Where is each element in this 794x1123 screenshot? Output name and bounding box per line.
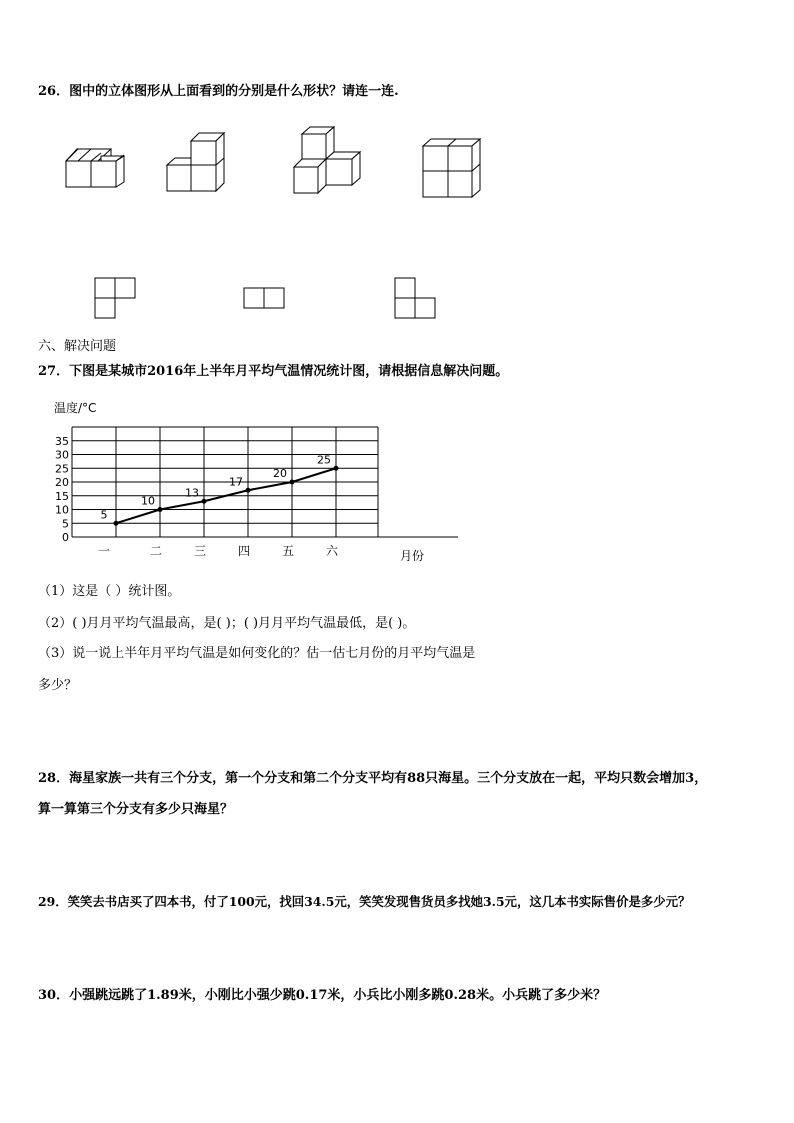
chart-x-tick-label: 一: [97, 544, 111, 558]
chart-y-ticks: [55, 435, 69, 544]
chart-x-tick-label: 三: [193, 544, 207, 558]
question-28-line-2: 算一算第三个分支有多少只海星？: [38, 802, 234, 817]
question-27-sub-2: （2）( )月月平均气温最高，是( )；( )月月平均气温最低，是( )。: [38, 616, 416, 631]
chart-data-label: 20: [273, 467, 287, 480]
chart-x-axis-label: 月份: [400, 549, 425, 563]
chart-data-point: [246, 488, 251, 493]
chart-data-label: 25: [317, 453, 331, 467]
chart-data-label: 5: [100, 508, 108, 522]
chart-data-point: [290, 480, 295, 485]
question-30-text: 30．小强跳远跳了1.89米，小刚比小强少跳0.17米，小兵比小刚多跳0.28米。小兵跳了多少米？: [38, 988, 607, 1003]
question-28-line-1: 28．海星家族一共有三个分支，第一个分支和第二个分支平均有88只海星。三个分支放在一起，平均只数会增加3，: [38, 771, 708, 786]
section-heading: 六、解决问题: [38, 339, 117, 354]
chart-grid: [72, 427, 458, 537]
chart-y-tick-label: 15: [55, 489, 69, 503]
chart-y-tick-label: 0: [62, 531, 69, 544]
question-27-sub-3-line-2: 多少？: [38, 678, 78, 693]
question-27-text: 27．下图是某城市2016年上半年月平均气温情况统计图，请根据信息解决问题。: [38, 364, 509, 379]
chart-x-tick-label: 六: [325, 544, 339, 558]
question-27-sub-1: （1）这是（ ）统计图。: [38, 584, 181, 599]
chart-y-tick-label: 35: [55, 434, 69, 448]
question-26-text: 26．图中的立体图形从上面看到的分别是什么形状？请连一连.: [38, 84, 399, 99]
chart-y-tick-label: 25: [55, 462, 69, 476]
chart-x-tick-label: 四: [237, 544, 251, 558]
chart-y-tick-label: 10: [55, 503, 69, 517]
chart-x-ticks: [98, 544, 339, 558]
chart-x-tick-label: 二: [149, 544, 163, 558]
chart-data-label: 10: [141, 494, 155, 508]
chart-data-point: [334, 466, 339, 471]
chart-x-tick-label: 五: [281, 544, 295, 558]
chart-data-point: [114, 521, 119, 526]
chart-y-tick-label: 30: [55, 448, 69, 462]
chart-data-labels: [101, 453, 332, 521]
question-27-sub-3-line-1: （3）说一说上半年月平均气温是如何变化的？估一估七月份的月平均气温是: [38, 646, 476, 661]
chart-data-point: [202, 499, 207, 504]
chart-data-label: 17: [229, 475, 243, 489]
chart-data-point: [158, 507, 163, 512]
chart-y-axis-label: 温度/°C: [54, 401, 97, 415]
chart-data-label: 13: [185, 486, 199, 500]
question-29-text: 29．笑笑去书店买了四本书，付了100元，找回34.5元，笑笑发现售货员多找她3.5元，这几本书实际售价是多少元？: [38, 894, 691, 909]
chart-y-tick-label: 5: [62, 517, 69, 531]
chart-y-tick-label: 20: [55, 476, 69, 489]
